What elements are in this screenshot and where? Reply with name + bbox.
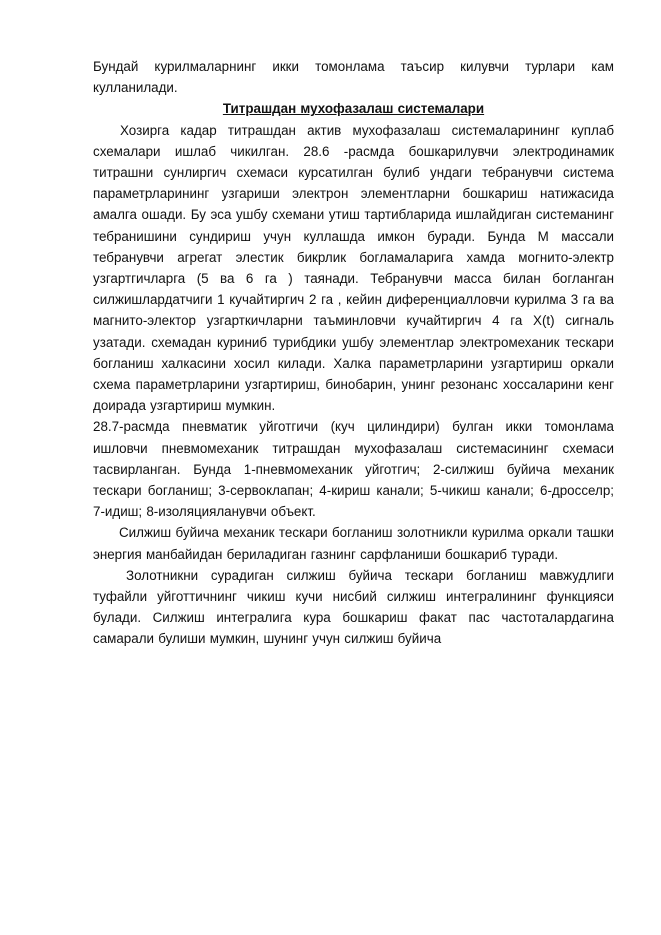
paragraph-pneumatic-system: 28.7-расмда пневматик уйготгичи (куч цилиндири) булган икки томонлама ишловчи пневмомеханик титрашдан мухофазалаш системасининг схемаси тасвирланган. Бунда 1-пневмомеханик уйготгич; 2-силжиш буйича механик тескари богланиш; 3-сервоклапан; 4-кириш канали; 5-чикиш канали; 6-дросселр; 7-идиш; 8-изоляцияланувчи объект. bbox=[93, 419, 614, 520]
document-page bbox=[93, 56, 614, 650]
section-heading: Титрашдан мухофазалаш системалари bbox=[222, 101, 485, 117]
paragraph-intro: Бундай курилмаларнинг икки томонлама таъсир килувчи турлари кам кулланилади. bbox=[93, 59, 614, 96]
paragraph-spool: Золотникни сурадиган силжиш буйича тескари богланиш мавжудлиги туфайли уйготтичнинг чикиш кучи нисбий силжиш интегралининг функцияси булади. Силжиш интегралига кура бошкариш факат пас частоталардагина самарали булиши мумкин, шунинг учун силжиш буйича bbox=[93, 567, 614, 647]
paragraph-feedback: Силжиш буйича механик тескари богланиш золотникли курилма оркали ташки энергия манбайидан бериладиган газнинг сарфланиши бошкариб турaди. bbox=[93, 525, 614, 562]
paragraph-active-protection: Хозирга кадар титрашдан актив мухофазалаш системаларининг куплаб схемалари ишлаб чикилган. 28.6 -расмда бошкарилувчи электродинамик титрашни сунлиргич схемаси курсатилган булиб ундаги тебранувчи система параметрларининг узгариши электрон элементларни бошкариш натижасида амалга ошади. Бу эса ушбу схемани утиш тартибларида ишлайдиган системанинг тебранишини сундириш учун куллашда имкон буради. Бунда М массали тебранувчи агрегат элестик бикрлик богламаларига хамда могнито-электр узгартгичларга (5 ва 6 га ) таянади. Тебранувчи масса билан богланган силжишлардатчиги 1 кучайтиргич 2 га , кейин диференциалловчи курилма 3 га ва магнито-электор узгарткичларни таъминловчи кучайтиргич 4 га X(t) сигналь узатади. схемадан куриниб турибдики ушбу элементлар электромеханик тескари богланиш халкасини хосил килади. Халка параметрларини узгартириш оркали схема параметрларини узгартириш, бинобарин, унинг резонанс хоссаларини кенг доирада узгартириш мумкин. bbox=[93, 122, 614, 414]
